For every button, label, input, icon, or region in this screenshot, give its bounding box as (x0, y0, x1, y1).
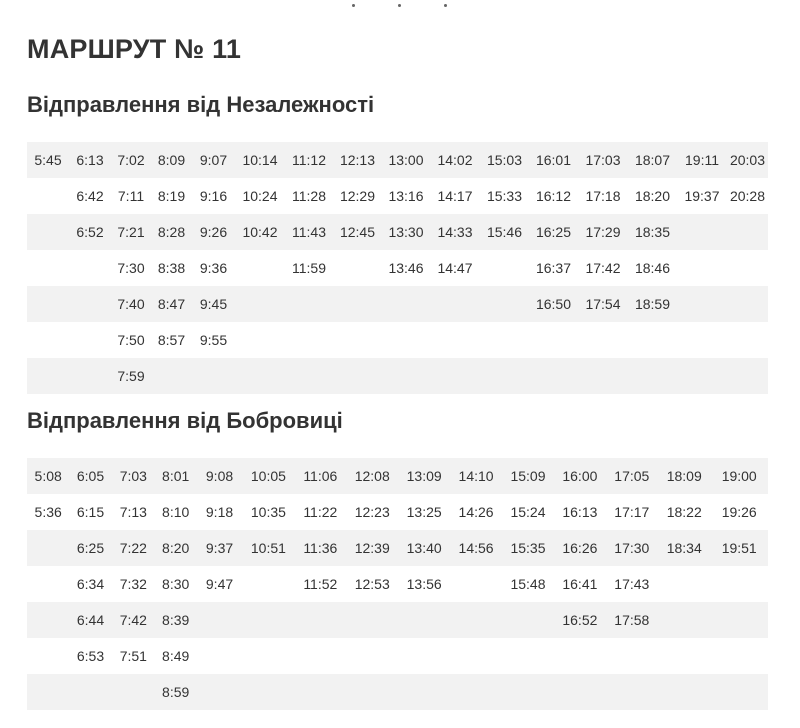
departure-time-cell: 16:00 (554, 458, 605, 494)
schedule-row (27, 674, 768, 710)
departure-time-cell (285, 322, 333, 358)
departure-time-cell: 12:08 (347, 458, 398, 494)
departure-time-cell (27, 674, 69, 710)
departure-time-cell (502, 602, 554, 638)
departure-time-cell: 8:38 (151, 250, 192, 286)
departure-time-cell (450, 674, 501, 710)
departure-time-cell: 19:37 (677, 178, 727, 214)
schedule-row (27, 250, 768, 286)
schedule-row (27, 142, 768, 178)
departure-time-cell (294, 638, 346, 674)
departure-time-cell (27, 322, 69, 358)
departure-time-cell (502, 638, 554, 674)
departure-time-cell (27, 358, 69, 394)
departure-time-cell: 15:03 (480, 142, 529, 178)
departure-time-cell: 11:52 (294, 566, 346, 602)
departure-time-cell: 8:59 (155, 674, 196, 710)
departure-time-cell: 7:22 (112, 530, 155, 566)
section-title-nezalezhnosti: Відправлення від Незалежності (27, 92, 375, 117)
departure-time-cell: 14:10 (450, 458, 501, 494)
departure-time-cell (658, 602, 710, 638)
departure-time-cell: 15:24 (502, 494, 554, 530)
departure-time-cell: 9:08 (196, 458, 242, 494)
departure-time-cell (677, 214, 727, 250)
departure-time-cell: 5:45 (27, 142, 69, 178)
departure-time-cell: 7:30 (111, 250, 151, 286)
departure-time-cell: 10:24 (235, 178, 285, 214)
departure-time-cell: 19:51 (710, 530, 768, 566)
departure-time-cell: 16:41 (554, 566, 605, 602)
departure-time-cell (243, 674, 294, 710)
departure-time-cell: 17:05 (606, 458, 658, 494)
departure-time-cell: 15:09 (502, 458, 554, 494)
departure-time-cell (727, 358, 768, 394)
departure-time-cell: 6:13 (69, 142, 111, 178)
departure-time-cell: 14:26 (450, 494, 501, 530)
departure-time-cell: 12:23 (347, 494, 398, 530)
departure-time-cell: 9:07 (192, 142, 235, 178)
departure-time-cell (382, 322, 430, 358)
departure-time-cell (294, 674, 346, 710)
departure-time-cell: 7:40 (111, 286, 151, 322)
departure-time-cell: 12:39 (347, 530, 398, 566)
departure-time-cell: 5:36 (27, 494, 69, 530)
departure-time-cell: 7:11 (111, 178, 151, 214)
departure-time-cell: 11:59 (285, 250, 333, 286)
departure-time-cell: 16:13 (554, 494, 605, 530)
departure-time-cell: 8:57 (151, 322, 192, 358)
departure-time-cell (710, 566, 768, 602)
departure-time-cell (554, 674, 605, 710)
departure-time-cell: 8:09 (151, 142, 192, 178)
departure-time-cell (398, 638, 450, 674)
departure-time-cell: 8:30 (155, 566, 196, 602)
departure-time-cell (430, 286, 480, 322)
schedule-table-nezalezhnosti (27, 142, 768, 394)
departure-time-cell (382, 358, 430, 394)
departure-time-cell: 7:32 (112, 566, 155, 602)
departure-time-cell (677, 286, 727, 322)
departure-time-cell: 18:34 (658, 530, 710, 566)
departure-time-cell (112, 674, 155, 710)
departure-time-cell: 18:22 (658, 494, 710, 530)
departure-time-cell: 9:37 (196, 530, 242, 566)
departure-time-cell: 7:02 (111, 142, 151, 178)
departure-time-cell: 7:13 (112, 494, 155, 530)
schedule-row (27, 530, 768, 566)
departure-time-cell: 8:47 (151, 286, 192, 322)
departure-time-cell (606, 638, 658, 674)
departure-time-cell (398, 602, 450, 638)
departure-time-cell (235, 358, 285, 394)
departure-time-cell (727, 286, 768, 322)
departure-time-cell: 14:47 (430, 250, 480, 286)
schedule-row (27, 286, 768, 322)
departure-time-cell (628, 322, 677, 358)
departure-time-cell: 11:12 (285, 142, 333, 178)
departure-time-cell: 18:07 (628, 142, 677, 178)
departure-time-cell: 14:17 (430, 178, 480, 214)
top-dots (350, 4, 450, 8)
schedule-row (27, 322, 768, 358)
departure-time-cell: 9:47 (196, 566, 242, 602)
departure-time-cell (333, 250, 382, 286)
departure-time-cell: 20:28 (727, 178, 768, 214)
section-title-bobrovytsi: Відправлення від Бобровиці (27, 408, 343, 433)
departure-time-cell: 12:13 (333, 142, 382, 178)
departure-time-cell: 7:59 (111, 358, 151, 394)
departure-time-cell: 13:00 (382, 142, 430, 178)
departure-time-cell: 16:50 (529, 286, 578, 322)
departure-time-cell (243, 566, 294, 602)
departure-time-cell (285, 358, 333, 394)
departure-time-cell: 15:48 (502, 566, 554, 602)
departure-time-cell: 9:26 (192, 214, 235, 250)
departure-time-cell (578, 358, 628, 394)
departure-time-cell: 11:22 (294, 494, 346, 530)
departure-time-cell: 14:56 (450, 530, 501, 566)
departure-time-cell (333, 358, 382, 394)
departure-time-cell (450, 638, 501, 674)
departure-time-cell: 19:11 (677, 142, 727, 178)
departure-time-cell (450, 602, 501, 638)
departure-time-cell (677, 322, 727, 358)
departure-time-cell: 13:16 (382, 178, 430, 214)
departure-time-cell (27, 286, 69, 322)
departure-time-cell (235, 286, 285, 322)
departure-time-cell (27, 530, 69, 566)
departure-time-cell (235, 322, 285, 358)
departure-time-cell: 16:52 (554, 602, 605, 638)
departure-time-cell (502, 674, 554, 710)
departure-time-cell: 9:18 (196, 494, 242, 530)
departure-time-cell (196, 674, 242, 710)
departure-time-cell: 16:37 (529, 250, 578, 286)
departure-time-cell: 6:34 (69, 566, 111, 602)
departure-time-cell: 13:56 (398, 566, 450, 602)
departure-time-cell: 17:54 (578, 286, 628, 322)
departure-time-cell: 8:19 (151, 178, 192, 214)
departure-time-cell (480, 358, 529, 394)
schedule-row (27, 178, 768, 214)
departure-time-cell (69, 250, 111, 286)
departure-time-cell (294, 602, 346, 638)
departure-time-cell: 7:51 (112, 638, 155, 674)
departure-time-cell: 8:28 (151, 214, 192, 250)
departure-time-cell (69, 674, 111, 710)
departure-time-cell (529, 322, 578, 358)
departure-time-cell: 15:33 (480, 178, 529, 214)
departure-time-cell (658, 638, 710, 674)
departure-time-cell (27, 638, 69, 674)
departure-time-cell (192, 358, 235, 394)
departure-time-cell: 9:45 (192, 286, 235, 322)
departure-time-cell: 7:21 (111, 214, 151, 250)
departure-time-cell: 17:29 (578, 214, 628, 250)
departure-time-cell: 13:25 (398, 494, 450, 530)
departure-time-cell (347, 638, 398, 674)
schedule-row (27, 458, 768, 494)
departure-time-cell (333, 322, 382, 358)
departure-time-cell (430, 358, 480, 394)
departure-time-cell: 15:35 (502, 530, 554, 566)
departure-time-cell: 16:25 (529, 214, 578, 250)
departure-time-cell: 15:46 (480, 214, 529, 250)
departure-time-cell (69, 322, 111, 358)
departure-time-cell (727, 322, 768, 358)
departure-time-cell (710, 674, 768, 710)
departure-time-cell: 17:03 (578, 142, 628, 178)
departure-time-cell: 10:05 (243, 458, 294, 494)
departure-time-cell (382, 286, 430, 322)
departure-time-cell (710, 602, 768, 638)
departure-time-cell (578, 322, 628, 358)
departure-time-cell: 18:20 (628, 178, 677, 214)
departure-time-cell (151, 358, 192, 394)
departure-time-cell: 7:03 (112, 458, 155, 494)
departure-time-cell: 19:26 (710, 494, 768, 530)
departure-time-cell: 18:35 (628, 214, 677, 250)
departure-time-cell: 17:43 (606, 566, 658, 602)
departure-time-cell (333, 286, 382, 322)
departure-time-cell: 17:58 (606, 602, 658, 638)
departure-time-cell (480, 286, 529, 322)
departure-time-cell: 11:06 (294, 458, 346, 494)
departure-time-cell: 20:03 (727, 142, 768, 178)
departure-time-cell: 9:36 (192, 250, 235, 286)
departure-time-cell: 5:08 (27, 458, 69, 494)
departure-time-cell (243, 638, 294, 674)
departure-time-cell: 13:46 (382, 250, 430, 286)
departure-time-cell (480, 250, 529, 286)
departure-time-cell: 16:12 (529, 178, 578, 214)
departure-time-cell (235, 250, 285, 286)
departure-time-cell: 11:36 (294, 530, 346, 566)
departure-time-cell: 6:53 (69, 638, 111, 674)
departure-time-cell: 6:52 (69, 214, 111, 250)
departure-time-cell: 17:18 (578, 178, 628, 214)
departure-time-cell (677, 358, 727, 394)
departure-time-cell: 6:42 (69, 178, 111, 214)
departure-time-cell (480, 322, 529, 358)
departure-time-cell (606, 674, 658, 710)
departure-time-cell: 11:43 (285, 214, 333, 250)
departure-time-cell: 13:09 (398, 458, 450, 494)
departure-time-cell: 16:01 (529, 142, 578, 178)
departure-time-cell: 8:49 (155, 638, 196, 674)
departure-time-cell (658, 674, 710, 710)
departure-time-cell: 6:15 (69, 494, 111, 530)
departure-time-cell (398, 674, 450, 710)
schedule-row (27, 494, 768, 530)
departure-time-cell: 10:14 (235, 142, 285, 178)
departure-time-cell: 16:26 (554, 530, 605, 566)
schedule-row (27, 602, 768, 638)
departure-time-cell: 19:00 (710, 458, 768, 494)
departure-time-cell: 6:44 (69, 602, 111, 638)
departure-time-cell: 7:50 (111, 322, 151, 358)
departure-time-cell (27, 214, 69, 250)
departure-time-cell (554, 638, 605, 674)
departure-time-cell (196, 602, 242, 638)
departure-time-cell: 8:10 (155, 494, 196, 530)
departure-time-cell: 14:33 (430, 214, 480, 250)
departure-time-cell: 9:55 (192, 322, 235, 358)
departure-time-cell (196, 638, 242, 674)
departure-time-cell: 18:09 (658, 458, 710, 494)
departure-time-cell (727, 250, 768, 286)
departure-time-cell: 8:20 (155, 530, 196, 566)
departure-time-cell: 13:30 (382, 214, 430, 250)
departure-time-cell: 9:16 (192, 178, 235, 214)
departure-time-cell: 12:45 (333, 214, 382, 250)
schedule-row (27, 358, 768, 394)
departure-time-cell (450, 566, 501, 602)
departure-time-cell (285, 286, 333, 322)
departure-time-cell (430, 322, 480, 358)
departure-time-cell (243, 602, 294, 638)
departure-time-cell (69, 358, 111, 394)
departure-time-cell (529, 358, 578, 394)
departure-time-cell (677, 250, 727, 286)
departure-time-cell (710, 638, 768, 674)
departure-time-cell: 8:01 (155, 458, 196, 494)
departure-time-cell: 12:53 (347, 566, 398, 602)
departure-time-cell: 14:02 (430, 142, 480, 178)
departure-time-cell: 10:35 (243, 494, 294, 530)
departure-time-cell: 6:25 (69, 530, 111, 566)
route-title: МАРШРУТ № 11 (27, 34, 242, 64)
departure-time-cell (347, 674, 398, 710)
departure-time-cell: 18:46 (628, 250, 677, 286)
schedule-row (27, 638, 768, 674)
schedule-row (27, 214, 768, 250)
departure-time-cell (27, 178, 69, 214)
departure-time-cell: 18:59 (628, 286, 677, 322)
departure-time-cell: 8:39 (155, 602, 196, 638)
departure-time-cell: 6:05 (69, 458, 111, 494)
departure-time-cell: 11:28 (285, 178, 333, 214)
schedule-row (27, 566, 768, 602)
departure-time-cell: 17:17 (606, 494, 658, 530)
departure-time-cell (27, 250, 69, 286)
departure-time-cell: 7:42 (112, 602, 155, 638)
departure-time-cell (27, 602, 69, 638)
departure-time-cell (628, 358, 677, 394)
departure-time-cell (658, 566, 710, 602)
departure-time-cell: 17:42 (578, 250, 628, 286)
departure-time-cell: 10:51 (243, 530, 294, 566)
schedule-table-bobrovytsi (27, 458, 768, 710)
departure-time-cell: 10:42 (235, 214, 285, 250)
departure-time-cell: 17:30 (606, 530, 658, 566)
departure-time-cell: 12:29 (333, 178, 382, 214)
departure-time-cell (27, 566, 69, 602)
departure-time-cell (347, 602, 398, 638)
departure-time-cell (727, 214, 768, 250)
departure-time-cell (69, 286, 111, 322)
departure-time-cell: 13:40 (398, 530, 450, 566)
